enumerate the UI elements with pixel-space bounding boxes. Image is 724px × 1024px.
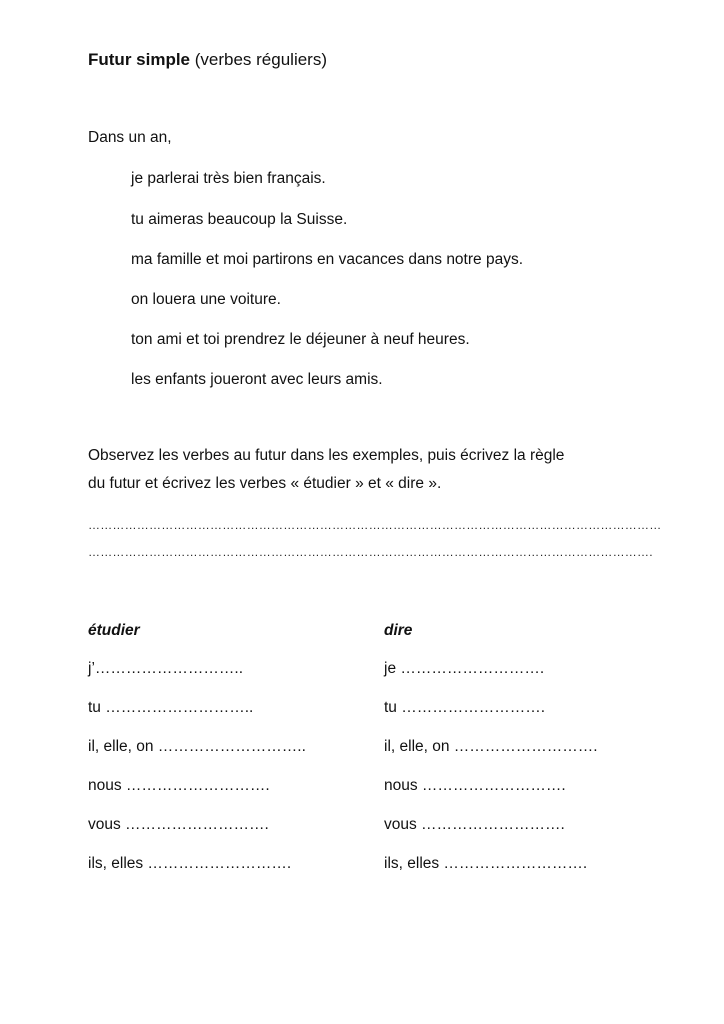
- conjugation-row[interactable]: ils, elles ……………………….: [88, 855, 292, 872]
- verb-heading-dire: dire: [384, 622, 413, 639]
- example-sentence: ton ami et toi prendrez le déjeuner à neuf heures.: [131, 331, 470, 348]
- conjugation-row[interactable]: nous ……………………….: [88, 777, 270, 794]
- example-sentence: les enfants joueront avec leurs amis.: [131, 371, 383, 388]
- worksheet-title: [88, 50, 327, 70]
- conjugation-row[interactable]: j’………………………..: [88, 660, 243, 677]
- conjugation-row[interactable]: ils, elles ……………………….: [384, 855, 588, 872]
- example-sentence: ma famille et moi partirons en vacances dans notre pays.: [131, 251, 523, 268]
- conjugation-row[interactable]: je ……………………….: [384, 660, 545, 677]
- example-sentence: je parlerai très bien français.: [131, 170, 326, 187]
- conjugation-row[interactable]: vous ……………………….: [88, 816, 269, 833]
- instruction-line: du futur et écrivez les verbes « étudier » et « dire ».: [88, 475, 442, 492]
- title-rest: (verbes réguliers): [190, 50, 328, 69]
- answer-line[interactable]: ………………………………………………………………………………………………………………………….: [88, 545, 653, 559]
- conjugation-row[interactable]: tu ……………………….: [384, 699, 546, 716]
- instruction-line: Observez les verbes au futur dans les exemples, puis écrivez la règle: [88, 447, 565, 464]
- verb-heading-etudier: étudier: [88, 622, 140, 639]
- title-bold: Futur simple: [88, 50, 191, 69]
- example-sentence: on louera une voiture.: [131, 291, 281, 308]
- conjugation-row[interactable]: tu ………………………..: [88, 699, 254, 716]
- example-sentence: tu aimeras beaucoup la Suisse.: [131, 211, 348, 228]
- conjugation-row[interactable]: nous ……………………….: [384, 777, 566, 794]
- conjugation-row[interactable]: vous ……………………….: [384, 816, 565, 833]
- conjugation-row[interactable]: il, elle, on ……………………….: [384, 738, 598, 755]
- intro-text: Dans un an,: [88, 129, 172, 146]
- answer-line[interactable]: ……………………………………………………………………………………………………………………………: [88, 518, 662, 532]
- conjugation-row[interactable]: il, elle, on ………………………..: [88, 738, 306, 755]
